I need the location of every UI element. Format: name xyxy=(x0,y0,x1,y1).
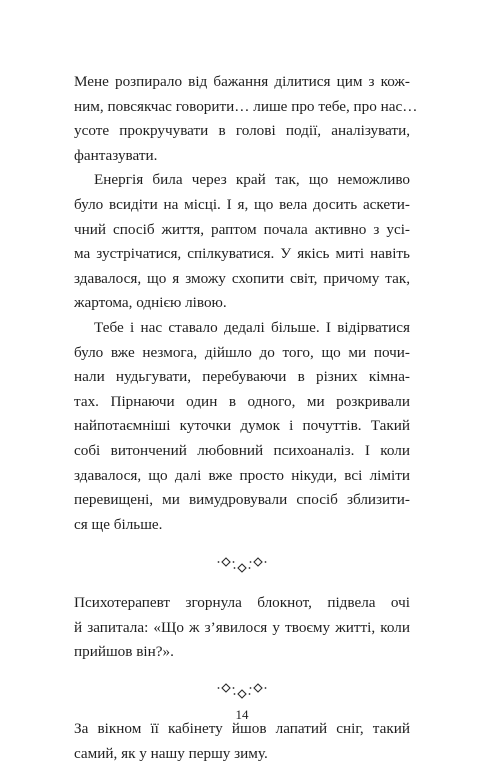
text-line: й запитала: «Що ж з’явилося у твоєму житті, коли xyxy=(74,618,410,636)
text-line: Тебе і нас ставало дедалі більше. І відірватися xyxy=(94,318,410,336)
diamond-dots-ornament-icon xyxy=(212,553,272,577)
section-break-ornament xyxy=(74,553,410,577)
text-line: За вікном її кабінету йшов лапатий сніг, такий xyxy=(74,720,410,738)
text-line: самий, як у нашу першу зиму. xyxy=(74,744,268,762)
text-line: Мене розпирало від бажання ділитися цим з кож- xyxy=(74,73,410,90)
text-line: тах. Пірнаючи один в одного, ми розкривали xyxy=(74,392,410,410)
section-break-ornament xyxy=(74,679,410,703)
paragraph xyxy=(74,591,410,665)
text-line: фантазувати. xyxy=(74,146,158,164)
paragraph xyxy=(74,316,410,537)
text-line: Енергія била через край так, що неможливо xyxy=(94,171,410,189)
text-line: ним, повсякчас говорити… лише про тебе, про нас… xyxy=(74,97,418,115)
text-line: було вже незмога, дійшло до того, що ми почи- xyxy=(74,343,410,361)
paragraph xyxy=(74,717,410,766)
text-line: прийшов він?». xyxy=(74,643,174,661)
text-line: жартома, однією лівою. xyxy=(74,294,227,312)
text-line: найпотаємніші куточки думок і почуттів. Такий xyxy=(74,417,410,435)
paragraph xyxy=(74,168,410,316)
text-line: було всидіти на місці. І я, що вела досить аскети- xyxy=(74,195,410,213)
text-line: усоте прокручувати в голові події, аналізувати, xyxy=(74,122,410,140)
text-line: ма зустрічатися, спілкуватися. У якісь миті навіть xyxy=(74,245,410,263)
text-line: ся ще більше. xyxy=(74,515,163,533)
text-line: чний спосіб життя, раптом почала активно з усі- xyxy=(74,220,410,238)
text-line: нали нудьгувати, перебуваючи в різних кімна- xyxy=(74,368,410,386)
text-line: собі витончений любовний психоаналіз. І коли xyxy=(74,441,410,459)
text-line: здавалося, що далі вже просто нікуди, всі ліміти xyxy=(74,466,410,484)
text-line: здавалося, що я зможу схопити світ, причому так, xyxy=(74,269,410,287)
text-line: перевищені, ми вимудровували спосіб зблизити- xyxy=(74,491,410,509)
page-body xyxy=(74,70,418,766)
text-line: Психотерапевт згорнула блокнот, підвела очі xyxy=(74,594,410,612)
page-number: 14 xyxy=(235,707,249,722)
diamond-dots-ornament-icon xyxy=(212,679,272,703)
paragraph xyxy=(74,70,418,168)
